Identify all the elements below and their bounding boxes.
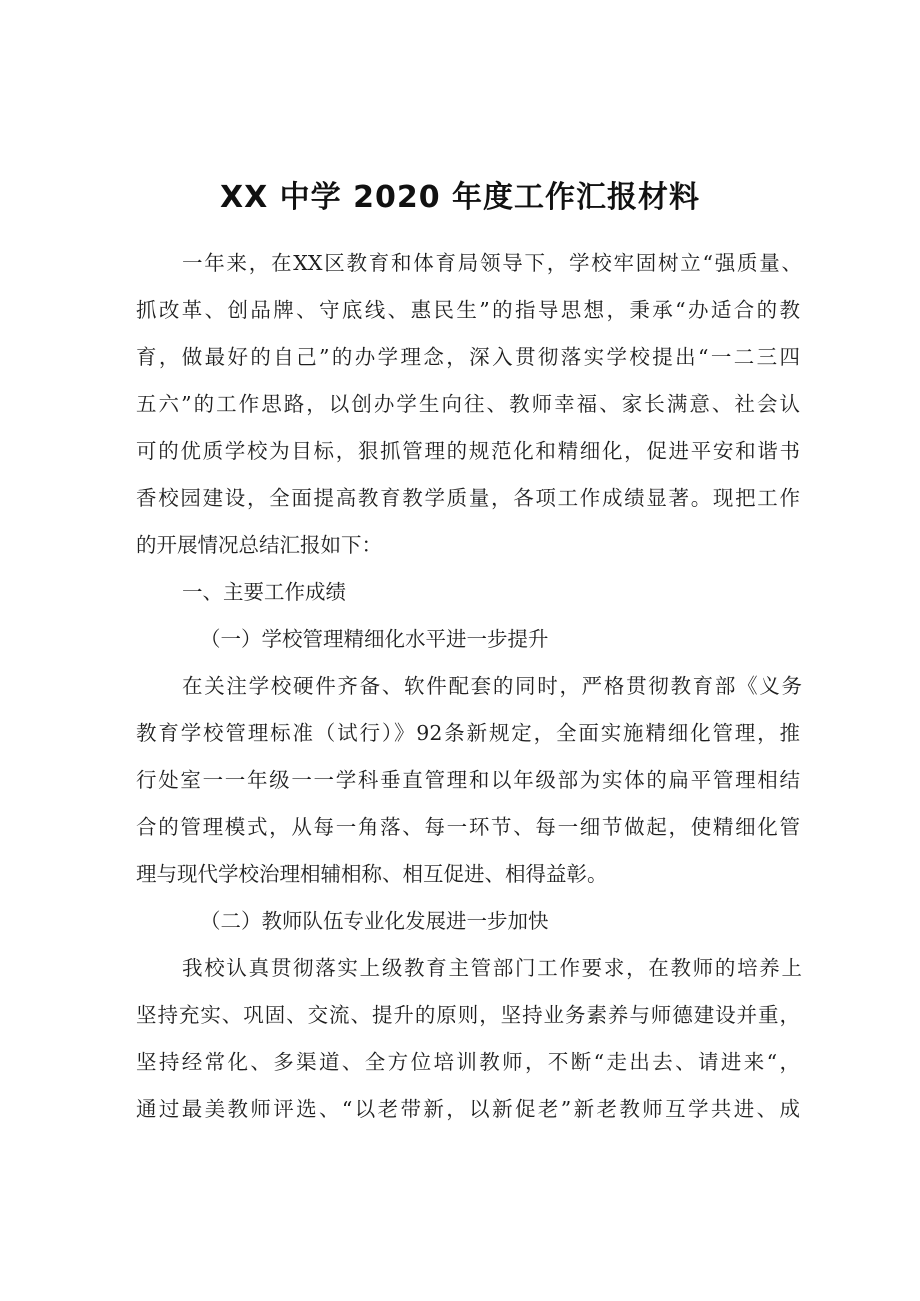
- body-line: 的开展情况总结汇报如下：: [136, 533, 382, 557]
- body-line: 一年来，在XX区教育和体育局领导下，学校牢固树立“强质量、: [182, 251, 802, 275]
- document-title: XX 中学 2020 年度工作汇报材料: [219, 180, 701, 215]
- body-line: 香校园建设，全面提高教育教学质量，各项工作成绩显著。现把工作: [136, 486, 800, 510]
- body-line: 可的优质学校为目标，狠抓管理的规范化和精细化，促进平安和谐书: [136, 439, 800, 463]
- body-line: 教育学校管理标准（试行）》92条新规定，全面实施精细化管理，推: [136, 721, 800, 745]
- body-line: 合的管理模式，从每一角落、每一环节、每一细节做起，使精细化管: [136, 815, 800, 839]
- section-heading: 一、主要工作成绩: [182, 580, 346, 604]
- body-line: 我校认真贯彻落实上级教育主管部门工作要求，在教师的培养上: [182, 956, 802, 980]
- body-line: 育，做最好的自己”的办学理念，深入贯彻落实学校提出“一二三四: [136, 345, 800, 369]
- body-line: 抓改革、创品牌、守底线、惠民生”的指导思想，秉承“办适合的教: [136, 298, 800, 322]
- body-line: 行处室一一年级一一学科垂直管理和以年级部为实体的扁平管理相结: [136, 768, 800, 792]
- subsection-heading: （一）学校管理精细化水平进一步提升: [200, 627, 549, 651]
- body-line: 五六”的工作思路，以创办学生向往、教师幸福、家长满意、社会认: [136, 392, 800, 416]
- body-line: 坚持充实、巩固、交流、提升的原则，坚持业务素养与师德建设并重，: [136, 1003, 800, 1027]
- subsection-heading: （二）教师队伍专业化发展进一步加快: [200, 909, 549, 933]
- body-line: 坚持经常化、多渠道、全方位培训教师，不断“走出去、请进来“，: [136, 1050, 800, 1074]
- body-line: 理与现代学校治理相辅相称、相互促进、相得益彰。: [136, 862, 608, 886]
- body-line: 在关注学校硬件齐备、软件配套的同时，严格贯彻教育部《义务: [182, 674, 802, 698]
- body-line: 通过最美教师评选、“以老带新，以新促老”新老教师互学共进、成: [136, 1097, 800, 1121]
